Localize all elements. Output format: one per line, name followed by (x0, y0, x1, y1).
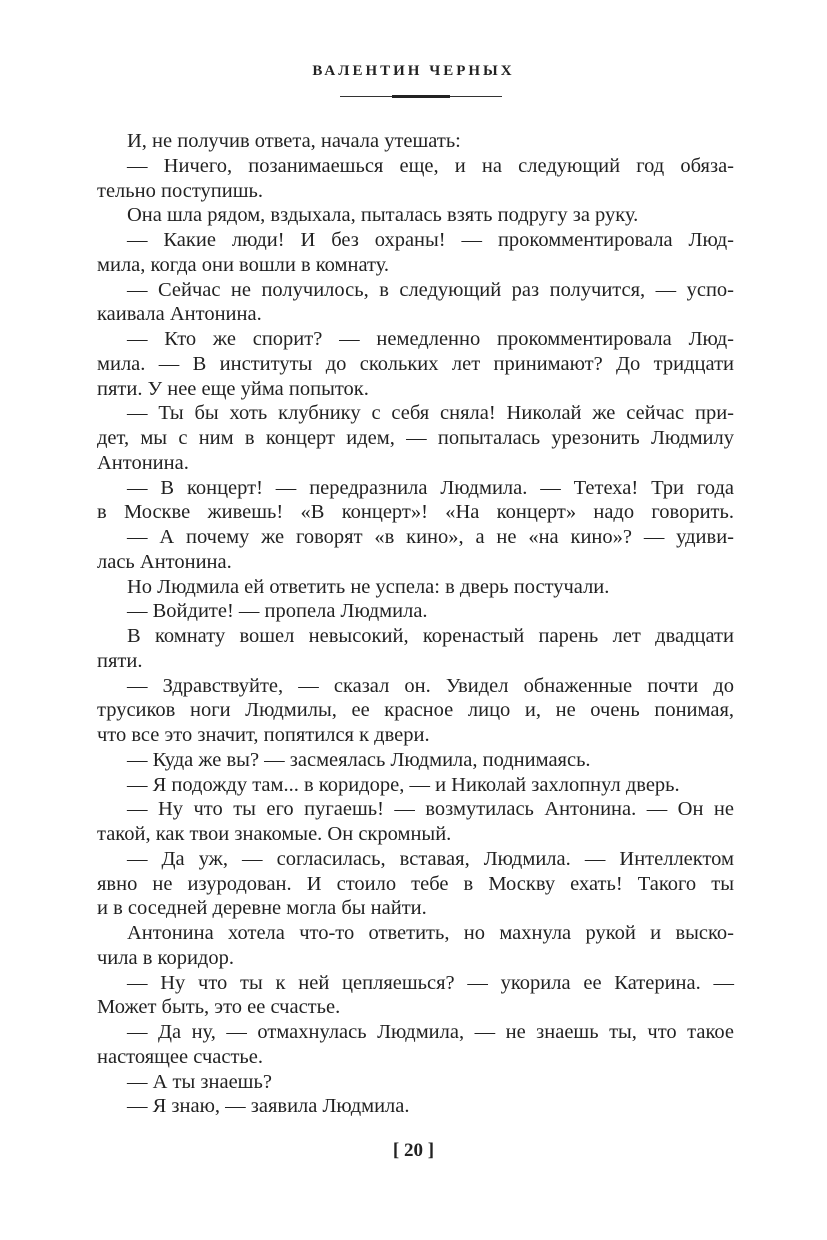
text-line: — Я подожду там... в коридоре, — и Николай захлопнул дверь. (127, 773, 680, 796)
text-line: — Войдите! — пропела Людмила. (127, 600, 428, 623)
text-line: — Какие люди! И без охраны! — прокомментировала Люд- (127, 229, 734, 251)
text-line: настоящее счастье. (97, 1045, 263, 1068)
text-line: — Ничего, позанимаешься еще, и на следующий год обяза- (127, 154, 734, 177)
text-line: чила в коридор. (97, 946, 234, 969)
text-line: Антонина. (97, 451, 189, 474)
text-line: — В концерт! — передразнила Людмила. — Тетеха! Три года (127, 476, 734, 499)
running-header-author: ВАЛЕНТИН ЧЕРНЫХ (312, 63, 515, 79)
text-line: явно не изуродован. И стоило тебе в Москву ехать! Такого ты (97, 872, 734, 895)
text-line: каивала Антонина. (97, 303, 262, 326)
text-line: что все это значит, попятился к двери. (97, 724, 430, 746)
text-line: В комнату вошел невысокий, коренастый парень лет двадцати (127, 625, 734, 647)
text-line: — Сейчас не получилось, в следующий раз получится, — успо- (127, 278, 734, 301)
text-line: Но Людмила ей ответить не успела: в дверь постучали. (127, 575, 610, 598)
text-line: в Москве живешь! «В концерт»! «На концерт» надо говорить. (97, 501, 734, 524)
text-line: тельно поступишь. (97, 179, 263, 202)
text-line: И, не получив ответа, начала утешать: (127, 130, 461, 152)
text-line: — Ну что ты его пугаешь! — возмутилась Антонина. — Он не (127, 798, 734, 821)
text-line: лась Антонина. (97, 550, 232, 573)
text-line: и в соседней деревне могла бы найти. (97, 897, 427, 920)
text-line: Антонина хотела что-то ответить, но махнула рукой и выско- (127, 922, 734, 944)
text-line: пяти. У нее еще уйма попыток. (97, 377, 369, 400)
text-line: мила, когда они вошли в комнату. (97, 253, 390, 276)
text-line: трусиков ноги Людмилы, ее красное лицо и, не очень понимая, (97, 699, 734, 722)
text-line: — Ну что ты к ней цепляешься? — укорила ее Катерина. — (127, 971, 734, 994)
text-line: — Кто же спорит? — немедленно прокомментировала Люд- (127, 328, 734, 350)
text-line: — А ты знаешь? (127, 1070, 272, 1093)
text-line: — Да ну, — отмахнулась Людмила, — не знаешь ты, что такое (127, 1021, 734, 1043)
text-line: Она шла рядом, вздыхала, пыталась взять подругу за руку. (127, 204, 639, 227)
page-number: [ 20 ] (392, 1140, 435, 1161)
text-line: Может быть, это ее счастье. (97, 996, 341, 1019)
text-line: — А почему же говорят «в кино», а не «на кино»? — удиви- (127, 526, 734, 548)
text-line: — Куда же вы? — засмеялась Людмила, поднимаясь. (127, 748, 591, 771)
text-line: мила. — В институты до скольких лет принимают? До тридцати (97, 352, 734, 375)
body-text (97, 129, 734, 1119)
text-line: дет, мы с ним в концерт идем, — попыталась урезонить Людмилу (97, 427, 734, 449)
text-line: такой, как твои знакомые. Он скромный. (97, 823, 452, 845)
text-line: — Да уж, — согласилась, вставая, Людмила. — Интеллектом (127, 847, 734, 870)
header-divider-accent (392, 95, 450, 98)
text-line: — Здравствуйте, — сказал он. Увидел обнаженные почти до (127, 674, 734, 697)
text-line: — Я знаю, — заявила Людмила. (127, 1095, 410, 1118)
text-line: — Ты бы хоть клубнику с себя сняла! Николай же сейчас при- (127, 402, 734, 425)
text-line: пяти. (97, 649, 143, 672)
